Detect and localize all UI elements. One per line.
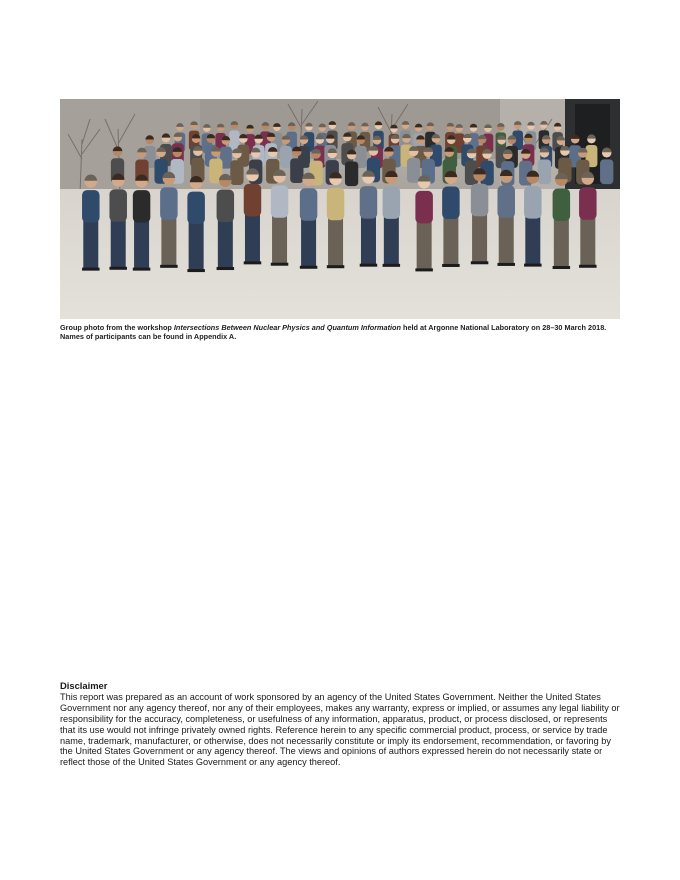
disclaimer-title: Disclaimer (60, 680, 108, 691)
participant (539, 121, 550, 150)
participant-shoes (160, 265, 178, 268)
participant (160, 172, 178, 220)
caption-workshop-title: Intersections Between Nuclear Physics and Quantum Information (173, 323, 401, 332)
participant (82, 175, 100, 223)
disclaimer-body: This report was prepared as an account of work sponsored by an agency of the United States Government. Neither the United States Government nor any agency thereof, nor any of their employees, makes any warranty, express or implied, or assumes any legal liability or responsibility for the accuracy, completeness, or usefulness of any information, apparatus, product, or process disclosed, or represents that its use would not infringe privately owned rights. Reference herein to any specific commercial product, process, or service by trade name, trademark, manufacturer, or otherwise, does not necessarily constitute or imply its endorsement, recommendation, or favoring by the United States Government or any agency thereof. The views and opinions of authors expressed herein do not necessarily state or reflect those of the United States Government or any agency thereof. (60, 691, 620, 768)
participant (133, 174, 151, 222)
participant (360, 171, 378, 219)
participant (497, 170, 515, 218)
participant-shoes (109, 267, 127, 270)
participant-shoes (553, 266, 571, 269)
group-photo (60, 99, 620, 319)
participant-legs (134, 219, 149, 269)
participant-legs (272, 214, 287, 264)
participant-legs (218, 218, 233, 268)
participant (345, 150, 358, 187)
participant-legs (161, 216, 176, 266)
participant-legs (472, 213, 487, 263)
participant-legs (189, 220, 204, 270)
participant-legs (361, 215, 376, 265)
photo-caption (60, 323, 620, 341)
participant (407, 146, 420, 183)
participant-legs (554, 217, 569, 267)
participant-shoes (415, 268, 433, 271)
participant-legs (111, 218, 126, 268)
participant (524, 170, 542, 218)
disclaimer (60, 681, 620, 768)
participant (373, 121, 384, 150)
participant-shoes (327, 265, 345, 268)
participant (327, 172, 345, 220)
participant (415, 175, 433, 223)
participant-legs (443, 215, 458, 265)
participant-shoes (133, 268, 151, 271)
participant-shoes (383, 264, 401, 267)
participant (244, 168, 262, 216)
participant-shoes (360, 264, 378, 267)
participant-legs (301, 217, 316, 267)
participant-legs (384, 215, 399, 265)
participant (187, 176, 205, 224)
participant-shoes (300, 266, 318, 269)
participant (471, 168, 489, 216)
participant (512, 121, 523, 150)
participant (341, 132, 353, 165)
participant-shoes (217, 267, 235, 270)
participant (280, 135, 292, 168)
participant-legs (580, 216, 595, 266)
participant-shoes (442, 264, 460, 267)
caption-prefix: Group photo from the workshop (60, 323, 174, 332)
participant-legs (417, 220, 432, 270)
participant (300, 173, 318, 221)
participant (109, 174, 127, 222)
participant (553, 173, 571, 221)
participant (217, 174, 235, 222)
participant (271, 170, 289, 218)
group-photo-drawing (60, 99, 620, 319)
participant-legs (83, 219, 98, 269)
participant (290, 146, 303, 183)
participant (538, 148, 551, 185)
participant (442, 171, 460, 219)
participant-legs (245, 213, 260, 263)
participant-legs (328, 216, 343, 266)
caption-suffix: held at Argonne National Laboratory on 28–30 March 2018. Names of participants can be found in Appendix A. (60, 323, 607, 341)
participant (230, 148, 243, 185)
participant-shoes (497, 263, 515, 266)
participant-shoes (524, 264, 542, 267)
participant (600, 147, 613, 184)
participant-legs (525, 215, 540, 265)
participant (383, 171, 401, 219)
participant-shoes (271, 263, 289, 266)
participant-shoes (187, 269, 205, 272)
participant-legs (499, 214, 514, 264)
participant-shoes (244, 261, 262, 264)
participant (579, 172, 597, 220)
participant (229, 121, 240, 150)
participant-shoes (471, 261, 489, 264)
participant-shoes (579, 265, 597, 268)
participant-shoes (82, 268, 100, 271)
